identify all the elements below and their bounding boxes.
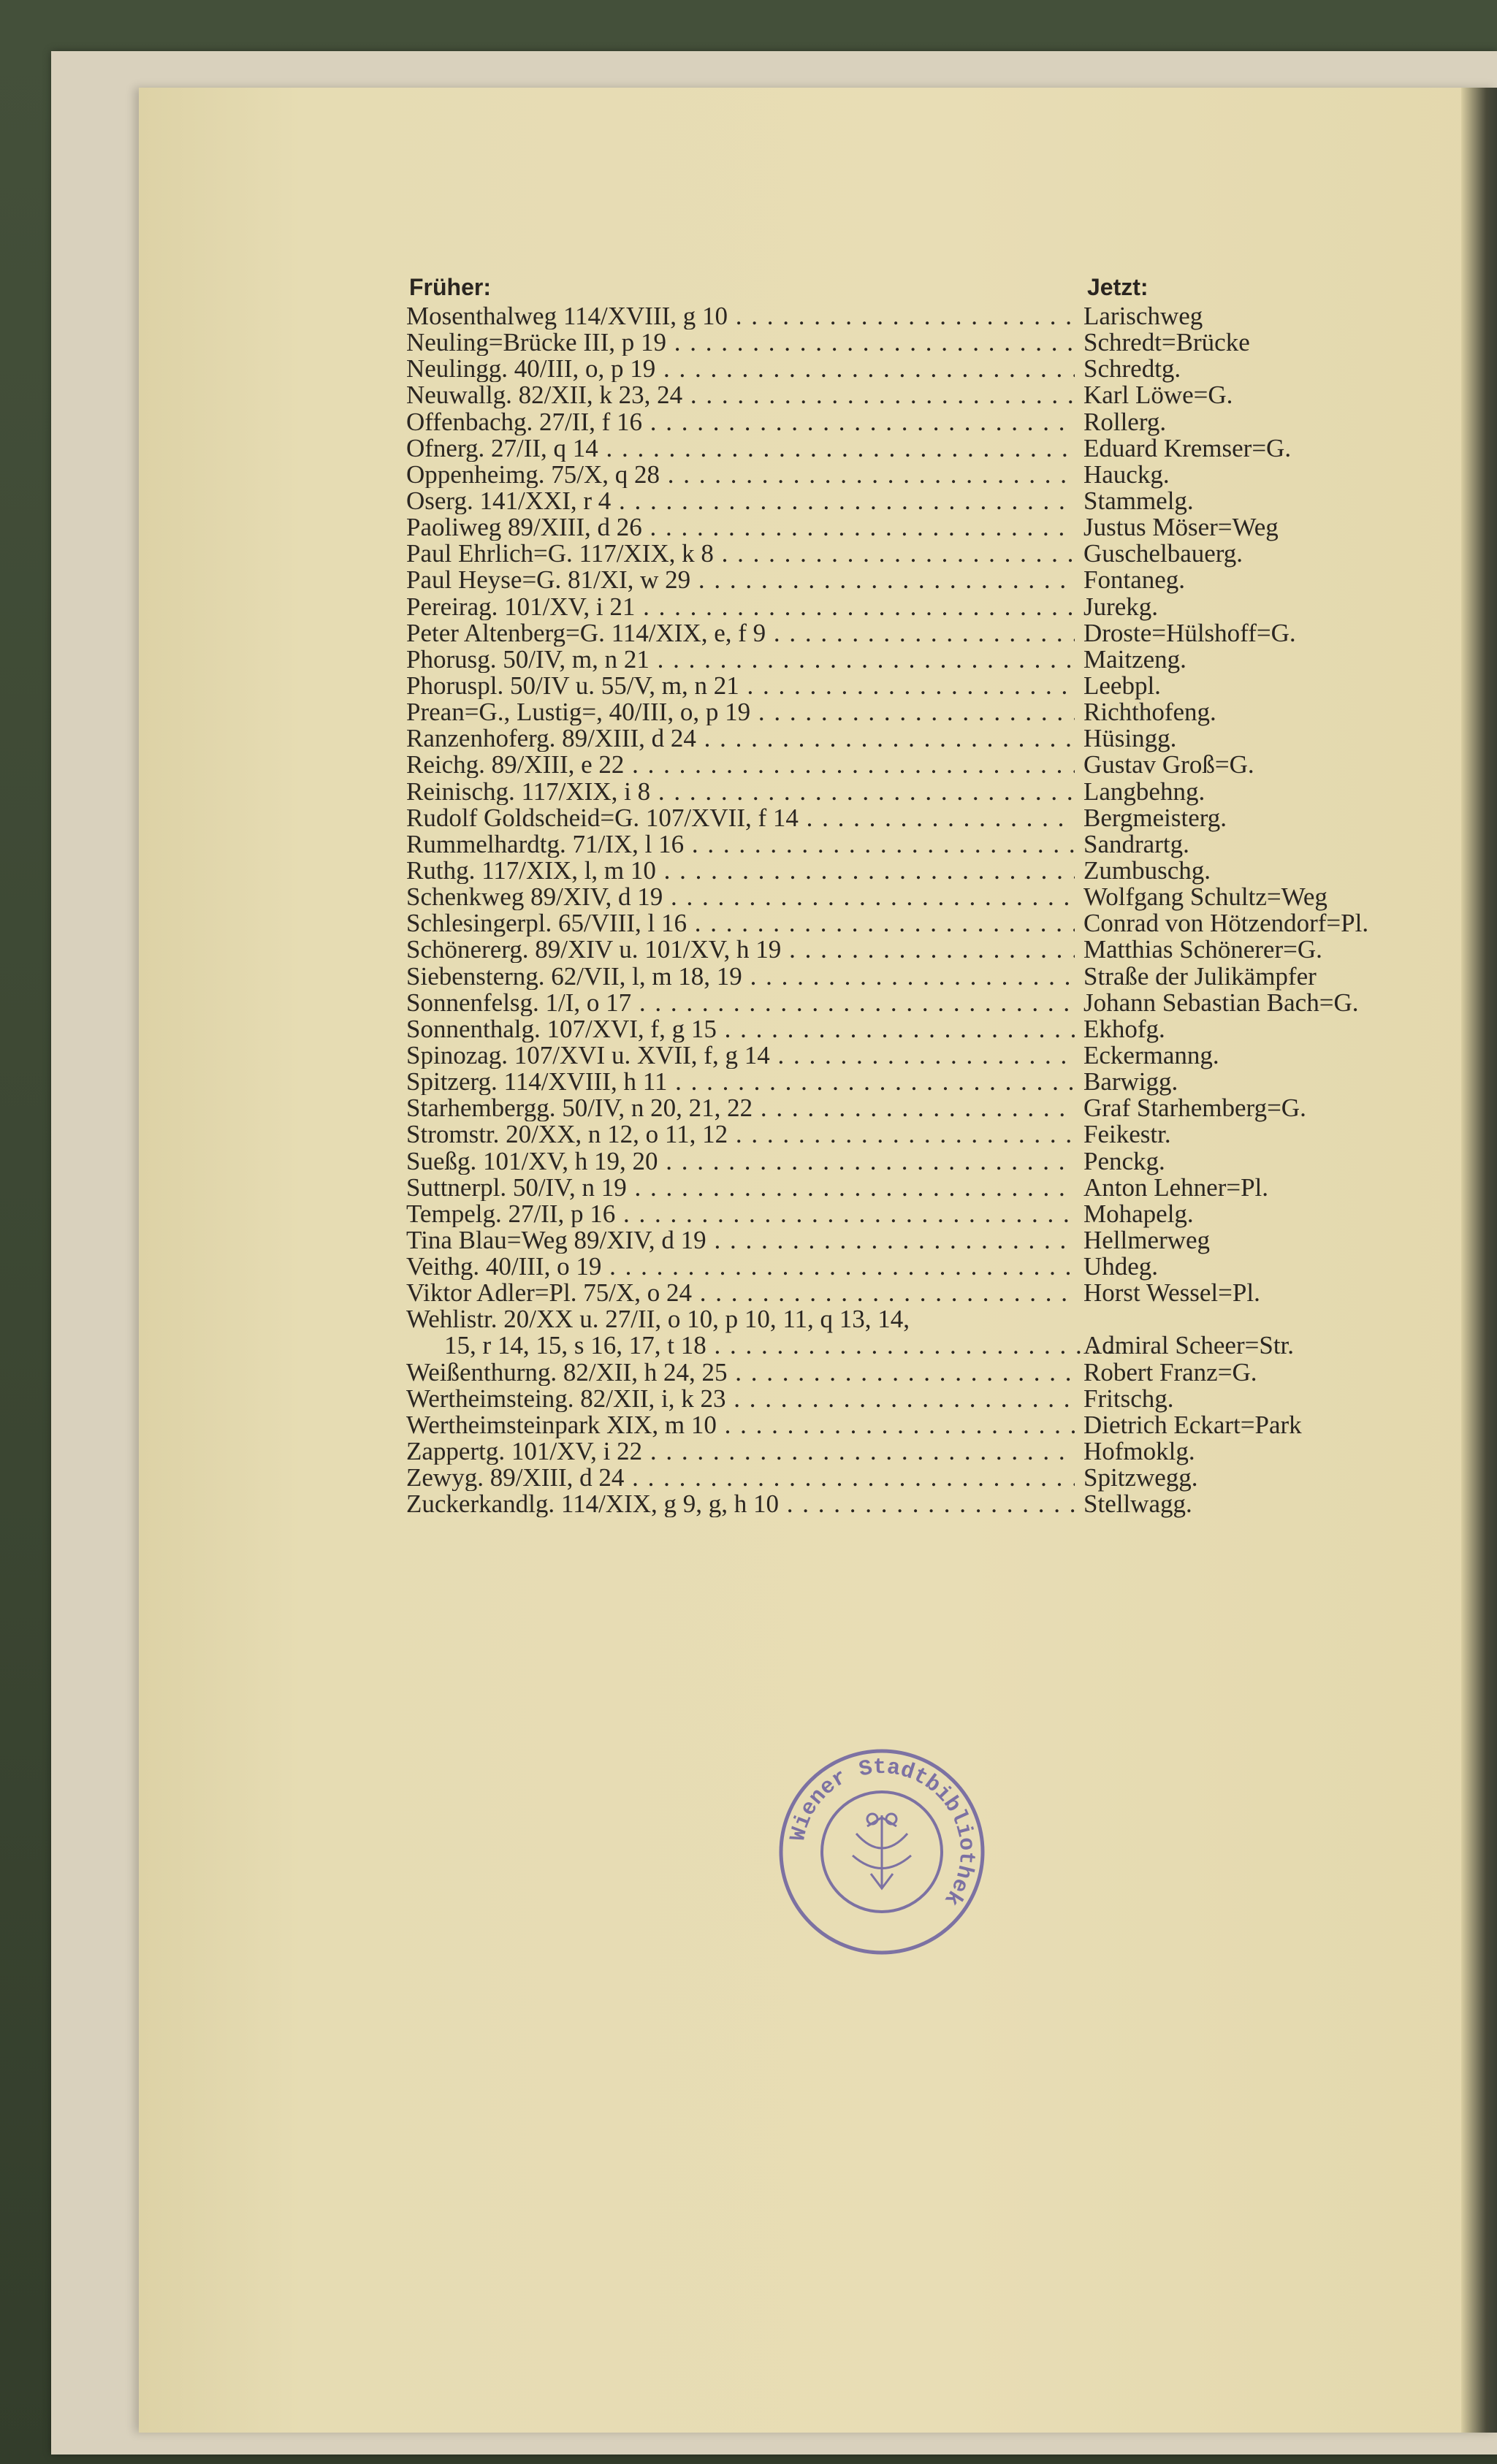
former-street-name: Rudolf Goldscheid=G. 107/XVII, f 14 . . . xyxy=(406,805,1075,831)
list-item xyxy=(406,514,1451,541)
current-street-name: Spitzwegg. xyxy=(1083,1463,1198,1492)
current-street-name: Eckermanng. xyxy=(1083,1040,1219,1069)
list-item xyxy=(406,488,1451,514)
current-street-name: Larischweg xyxy=(1083,302,1203,330)
former-street-name: Schönererg. 89/XIV u. 101/XV, h 19 . . . xyxy=(406,937,1075,963)
list-item xyxy=(406,884,1451,910)
list-item xyxy=(406,435,1451,462)
current-street-name: Barwigg. xyxy=(1083,1067,1178,1096)
former-street-name: Wertheimsteing. 82/XII, i, k 23 . . . xyxy=(406,1386,1075,1412)
former-street-name: Paoliweg 89/XIII, d 26 . . . xyxy=(406,514,1075,541)
current-street-name: Sandrartg. xyxy=(1083,829,1189,858)
street-rename-list xyxy=(406,274,1451,1517)
list-item xyxy=(406,990,1451,1016)
former-street-name: Oserg. 141/XXI, r 4 . . . xyxy=(406,488,1075,514)
list-item xyxy=(406,937,1451,963)
list-item xyxy=(406,1148,1451,1175)
current-street-name: Hofmoklg. xyxy=(1083,1437,1195,1466)
current-street-name: Schredtg. xyxy=(1083,354,1181,384)
former-street-name: Peter Altenberg=G. 114/XIX, e, f 9 . . . xyxy=(406,620,1075,646)
list-item xyxy=(406,1069,1451,1095)
former-street-name: Phoruspl. 50/IV u. 55/V, m, n 21 . . . xyxy=(406,673,1075,699)
former-street-name: Sonnenfelsg. 1/I, o 17 . . . xyxy=(406,990,1075,1016)
current-street-name: Penckg. xyxy=(1083,1146,1165,1175)
list-item xyxy=(406,1201,1451,1227)
current-street-name: Guschelbauerg. xyxy=(1083,539,1243,568)
list-item xyxy=(406,594,1451,620)
former-street-name: Sonnenthalg. 107/XVI, f, g 15 . . . xyxy=(406,1016,1075,1042)
current-street-name: Uhdeg. xyxy=(1083,1252,1159,1281)
current-street-name: Jurekg. xyxy=(1083,592,1159,621)
current-street-name: Maitzeng. xyxy=(1083,644,1186,674)
current-street-name: Straße der Julikämpfer xyxy=(1083,961,1317,991)
former-street-name: Zewyg. 89/XIII, d 24 . . . xyxy=(406,1465,1075,1491)
list-item xyxy=(406,1254,1451,1280)
list-item xyxy=(406,910,1451,937)
eagle-emblem-icon xyxy=(853,1814,911,1888)
current-street-name: Conrad von Hötzendorf=Pl. xyxy=(1083,909,1369,938)
current-street-name: Rollerg. xyxy=(1083,407,1167,436)
former-street-name: Tina Blau=Weg 89/XIV, d 19 . . . xyxy=(406,1227,1075,1254)
list-item xyxy=(406,1465,1451,1491)
list-item xyxy=(406,831,1451,858)
former-street-name: Schenkweg 89/XIV, d 19 . . . xyxy=(406,884,1075,910)
former-street-name: Suttnerpl. 50/IV, n 19 . . . xyxy=(406,1175,1075,1201)
list-item xyxy=(406,409,1451,435)
list-item xyxy=(406,1412,1451,1438)
former-street-name: Wertheimsteinpark XIX, m 10 . . . xyxy=(406,1412,1075,1438)
former-street-name: Paul Ehrlich=G. 117/XIX, k 8 . . . xyxy=(406,541,1075,567)
current-street-name: Gustav Groß=G. xyxy=(1083,750,1254,779)
list-item xyxy=(406,567,1451,593)
current-street-name: Ekhofg. xyxy=(1083,1014,1165,1043)
current-street-name: Fritschg. xyxy=(1083,1384,1174,1413)
current-street-name: Admiral Scheer=Str. xyxy=(1083,1331,1295,1360)
former-street-name: Ranzenhoferg. 89/XIII, d 24 . . . xyxy=(406,725,1075,752)
current-street-name: Hellmerweg xyxy=(1083,1225,1210,1254)
former-street-name: Reinischg. 117/XIX, i 8 . . . xyxy=(406,779,1075,805)
current-street-name: Horst Wessel=Pl. xyxy=(1083,1278,1260,1308)
current-street-name: Hüsingg. xyxy=(1083,724,1177,753)
former-street-name: Spitzerg. 114/XVIII, h 11 . . . xyxy=(406,1069,1075,1095)
current-street-name: Zumbuschg. xyxy=(1083,855,1211,885)
current-street-name: Wolfgang Schultz=Weg xyxy=(1083,882,1328,912)
list-item xyxy=(406,1438,1451,1465)
former-street-name: Stromstr. 20/XX, n 12, o 11, 12 . . . xyxy=(406,1121,1075,1148)
list-item xyxy=(406,646,1451,673)
list-item xyxy=(406,699,1451,725)
current-street-name: Hauckg. xyxy=(1083,459,1170,489)
former-street-name: Offenbachg. 27/II, f 16 . . . xyxy=(406,409,1075,435)
former-street-name: Zappertg. 101/XV, i 22 . . . xyxy=(406,1438,1075,1465)
former-street-name: Veithg. 40/III, o 19 . . . xyxy=(406,1254,1075,1280)
list-item xyxy=(406,725,1451,752)
former-street-name: Starhembergg. 50/IV, n 20, 21, 22 . . . xyxy=(406,1095,1075,1121)
list-item xyxy=(406,1121,1451,1148)
list-item xyxy=(406,1095,1451,1121)
list-item xyxy=(406,805,1451,831)
list-item xyxy=(406,303,1451,329)
former-street-name: Reichg. 89/XIII, e 22 . . . xyxy=(406,752,1075,778)
former-street-name: Neuling=Brücke III, p 19 . . . xyxy=(406,329,1075,356)
rows-container xyxy=(406,303,1451,1517)
former-street-name: Ruthg. 117/XIX, l, m 10 . . . xyxy=(406,858,1075,884)
former-street-name: Spinozag. 107/XVI u. XVII, f, g 14 . . . xyxy=(406,1042,1075,1069)
list-item xyxy=(406,1042,1451,1069)
list-item xyxy=(406,1172,1451,1202)
current-street-name: Bergmeisterg. xyxy=(1083,803,1227,832)
list-item xyxy=(406,855,1451,885)
former-street-name: Prean=G., Lustig=, 40/III, o, p 19 . . . xyxy=(406,699,1075,725)
list-item xyxy=(406,1332,1451,1359)
current-street-name: Justus Möser=Weg xyxy=(1083,513,1279,542)
header-former: Früher: xyxy=(409,274,491,300)
current-street-name: Langbehng. xyxy=(1083,777,1205,806)
list-item xyxy=(406,620,1451,646)
current-street-name: Eduard Kremser=G. xyxy=(1083,433,1292,462)
current-street-name: Mohapelg. xyxy=(1083,1199,1194,1228)
current-street-name: Stammelg. xyxy=(1083,486,1194,515)
current-street-name: Matthias Schönerer=G. xyxy=(1083,935,1322,964)
list-item xyxy=(406,1386,1451,1412)
former-street-name: Siebensterng. 62/VII, l, m 18, 19 . . . xyxy=(406,964,1075,990)
current-street-name: Graf Starhemberg=G. xyxy=(1083,1094,1306,1123)
current-street-name: Schredt=Brücke xyxy=(1083,328,1250,357)
list-item xyxy=(406,961,1451,991)
former-street-name: Zuckerkandlg. 114/XIX, g 9, g, h 10 . . . xyxy=(406,1491,1075,1517)
list-item xyxy=(406,673,1451,699)
current-street-name: Dietrich Eckart=Park xyxy=(1083,1410,1302,1439)
current-street-name: Johann Sebastian Bach=G. xyxy=(1083,988,1359,1017)
list-item xyxy=(406,1306,1451,1332)
former-street-name: Neuwallg. 82/XII, k 23, 24 . . . xyxy=(406,382,1075,408)
list-item xyxy=(406,1491,1451,1517)
current-street-name: Leebpl. xyxy=(1083,671,1161,700)
list-item xyxy=(406,329,1451,356)
former-street-name: Wehlistr. 20/XX u. 27/II, o 10, p 10, 11, q 13, 14, xyxy=(406,1305,910,1334)
list-item xyxy=(406,1016,1451,1042)
former-street-name: Weißenthurng. 82/XII, h 24, 25 . . . xyxy=(406,1359,1075,1386)
former-street-name: Mosenthalweg 114/XVIII, g 10 . . . xyxy=(406,303,1075,329)
library-stamp xyxy=(776,1746,988,1958)
former-street-name: Phorusg. 50/IV, m, n 21 . . . xyxy=(406,646,1075,673)
former-street-name: Pereirag. 101/XV, i 21 . . . xyxy=(406,594,1075,620)
list-item xyxy=(406,356,1451,382)
list-item xyxy=(406,1359,1451,1386)
former-street-name: Schlesingerpl. 65/VIII, l 16 . . . xyxy=(406,910,1075,937)
former-street-name: Neulingg. 40/III, o, p 19 . . . xyxy=(406,356,1075,382)
list-item xyxy=(406,752,1451,778)
list-item xyxy=(406,382,1451,408)
former-street-name: Sueßg. 101/XV, h 19, 20 . . . xyxy=(406,1148,1075,1175)
current-street-name: Anton Lehner=Pl. xyxy=(1083,1172,1269,1202)
header-current: Jetzt: xyxy=(1087,274,1149,300)
current-street-name: Robert Franz=G. xyxy=(1083,1357,1257,1387)
current-street-name: Stellwagg. xyxy=(1083,1490,1192,1519)
former-street-name: Oppenheimg. 75/X, q 28 . . . xyxy=(406,462,1075,488)
former-street-name: 15, r 14, 15, s 16, 17, t 18 . . . xyxy=(406,1332,1113,1359)
list-item xyxy=(406,1280,1451,1306)
current-street-name: Feikestr. xyxy=(1083,1120,1171,1149)
list-item xyxy=(406,1227,1451,1254)
current-street-name: Fontaneg. xyxy=(1083,565,1186,595)
page-edge-shadow xyxy=(1461,88,1497,2433)
current-street-name: Karl Löwe=G. xyxy=(1083,381,1233,410)
former-street-name: Rummelhardtg. 71/IX, l 16 . . . xyxy=(406,831,1075,858)
former-street-name: Paul Heyse=G. 81/XI, w 29 . . . xyxy=(406,567,1075,593)
current-street-name: Richthofeng. xyxy=(1083,698,1216,727)
current-street-name: Droste=Hülshoff=G. xyxy=(1083,618,1296,647)
stamp-ring-text: Wiener Stadtbibliothek xyxy=(786,1755,979,1910)
column-headers xyxy=(406,274,1451,303)
list-item xyxy=(406,459,1451,489)
former-street-name: Ofnerg. 27/II, q 14 . . . xyxy=(406,435,1075,462)
former-street-name: Tempelg. 27/II, p 16 . . . xyxy=(406,1201,1075,1227)
list-item xyxy=(406,779,1451,805)
former-street-name: Viktor Adler=Pl. 75/X, o 24 . . . xyxy=(406,1280,1075,1306)
list-item xyxy=(406,541,1451,567)
